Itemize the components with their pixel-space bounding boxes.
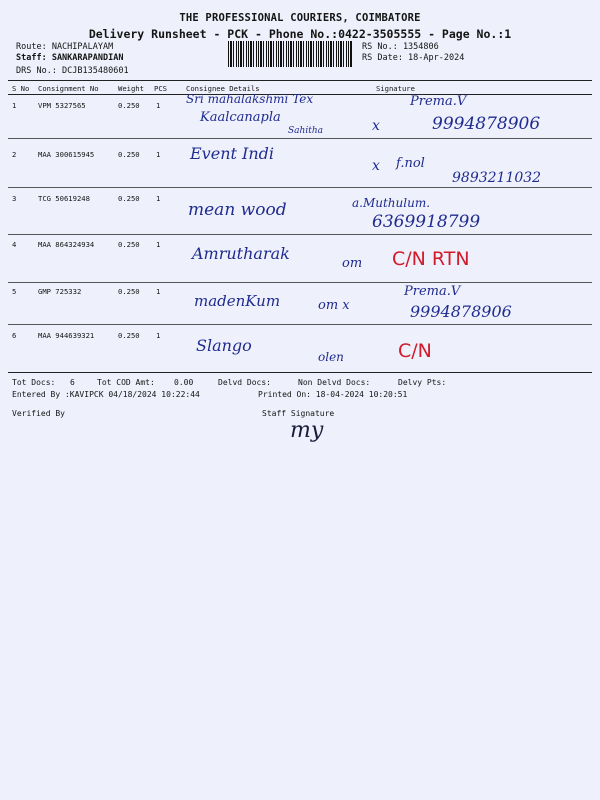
barcode-image: [228, 41, 353, 67]
route-label: Route: NACHIPALAYAM: [16, 42, 114, 52]
row-pcs: 1: [156, 287, 161, 296]
rs-date: RS Date: 18-Apr-2024: [362, 53, 465, 63]
row-sno: 4: [12, 240, 17, 249]
row-consignment: GMP 725332: [38, 287, 82, 296]
handwritten-mark: olen: [318, 350, 344, 364]
row-sno: 1: [12, 101, 17, 110]
entered-by: Entered By :KAVIPCK 04/18/2024 10:22:44: [12, 390, 200, 399]
handwritten-consignee: madenKum: [194, 292, 281, 310]
rs-number: RS No.: 1354806: [362, 42, 439, 52]
staff-signature-label: Staff Signature: [262, 409, 335, 418]
col-header-signature: Signature: [376, 84, 415, 93]
delvd-docs-label: Delvd Docs:: [218, 378, 271, 387]
row-divider: [8, 234, 592, 235]
row-weight: 0.250: [118, 331, 140, 340]
handwritten-signature: Prema.V: [404, 284, 461, 299]
row-pcs: 1: [156, 240, 161, 249]
row-sno: 6: [12, 331, 17, 340]
handwritten-mark: om: [342, 256, 363, 271]
non-delvd-docs-label: Non Delvd Docs:: [298, 378, 371, 387]
tot-cod-label: Tot COD Amt:: [97, 378, 155, 387]
col-header-consignee: Consignee Details: [186, 84, 260, 93]
col-header-pcs: PCS: [154, 84, 167, 93]
staff-signature-mark: my: [290, 418, 324, 443]
row-sno: 2: [12, 150, 17, 159]
handwritten-status: C/N RTN: [392, 248, 470, 270]
row-sno: 3: [12, 194, 17, 203]
row-consignment: MAA 944639321: [38, 331, 95, 340]
row-sno: 5: [12, 287, 17, 296]
company-title: THE PROFESSIONAL COURIERS, COIMBATORE: [179, 12, 421, 24]
handwritten-phone: 9994878906: [432, 114, 541, 134]
runsheet-subtitle: Delivery Runsheet - PCK - Phone No.:0422-3505555 - Page No.:1: [88, 27, 512, 41]
drs-number: DRS No.: DCJB135480601: [16, 66, 129, 76]
delvy-pts-label: Delvy Pts:: [398, 378, 447, 387]
row-pcs: 1: [156, 101, 161, 110]
row-pcs: 1: [156, 150, 161, 159]
handwritten-mark: x: [372, 158, 380, 174]
handwritten-mark: om x: [318, 298, 350, 313]
row-weight: 0.250: [118, 101, 140, 110]
row-pcs: 1: [156, 194, 161, 203]
col-header-weight: Weight: [118, 84, 144, 93]
handwritten-consignee: mean wood: [188, 200, 287, 220]
printed-on: Printed On: 18-04-2024 10:20:51: [258, 390, 408, 399]
handwritten-signature: Prema.V: [410, 94, 467, 109]
row-pcs: 1: [156, 331, 161, 340]
tot-cod-value: 0.00: [174, 378, 194, 387]
handwritten-consignee: Amrutharak: [192, 244, 290, 263]
handwritten-status: C/N: [398, 340, 432, 362]
handwritten-consignee: Slango: [196, 336, 252, 355]
row-weight: 0.250: [118, 150, 140, 159]
row-consignment: MAA 300615945: [38, 150, 95, 159]
handwritten-consignee: Sri mahalakshmi Tex: [186, 92, 314, 106]
row-weight: 0.250: [118, 240, 140, 249]
handwritten-consignee: Event Indi: [190, 144, 274, 163]
row-weight: 0.250: [118, 287, 140, 296]
row-consignment: MAA 864324934: [38, 240, 95, 249]
row-consignment: VPM 5327565: [38, 101, 86, 110]
handwritten-consignee: Kaalcanapla: [200, 110, 281, 125]
tot-docs-value: 6: [70, 378, 75, 387]
col-header-consignment: Consignment No: [38, 84, 99, 93]
row-divider: [8, 187, 592, 188]
handwritten-signature: f.nol: [396, 156, 425, 171]
row-divider: [8, 324, 592, 325]
handwritten-signature: a.Muthulum.: [352, 196, 431, 210]
handwritten-phone: 6369918799: [372, 212, 481, 232]
row-weight: 0.250: [118, 194, 140, 203]
staff-label: Staff: SANKARAPANDIAN: [16, 53, 124, 63]
handwritten-phone: 9893211032: [452, 170, 542, 186]
row-divider: [8, 282, 592, 283]
handwritten-phone: 9994878906: [410, 302, 512, 321]
table-top-rule: [8, 80, 592, 81]
handwritten-mark: x: [372, 118, 380, 134]
row-consignment: TCG 50619248: [38, 194, 90, 203]
verified-by-label: Verified By: [12, 409, 65, 418]
table-bottom-rule: [8, 372, 592, 373]
handwritten-consignee: Sahitha: [288, 126, 323, 136]
col-header-sno: S No: [12, 84, 30, 93]
row-divider: [8, 138, 592, 139]
tot-docs-label: Tot Docs:: [12, 378, 56, 387]
